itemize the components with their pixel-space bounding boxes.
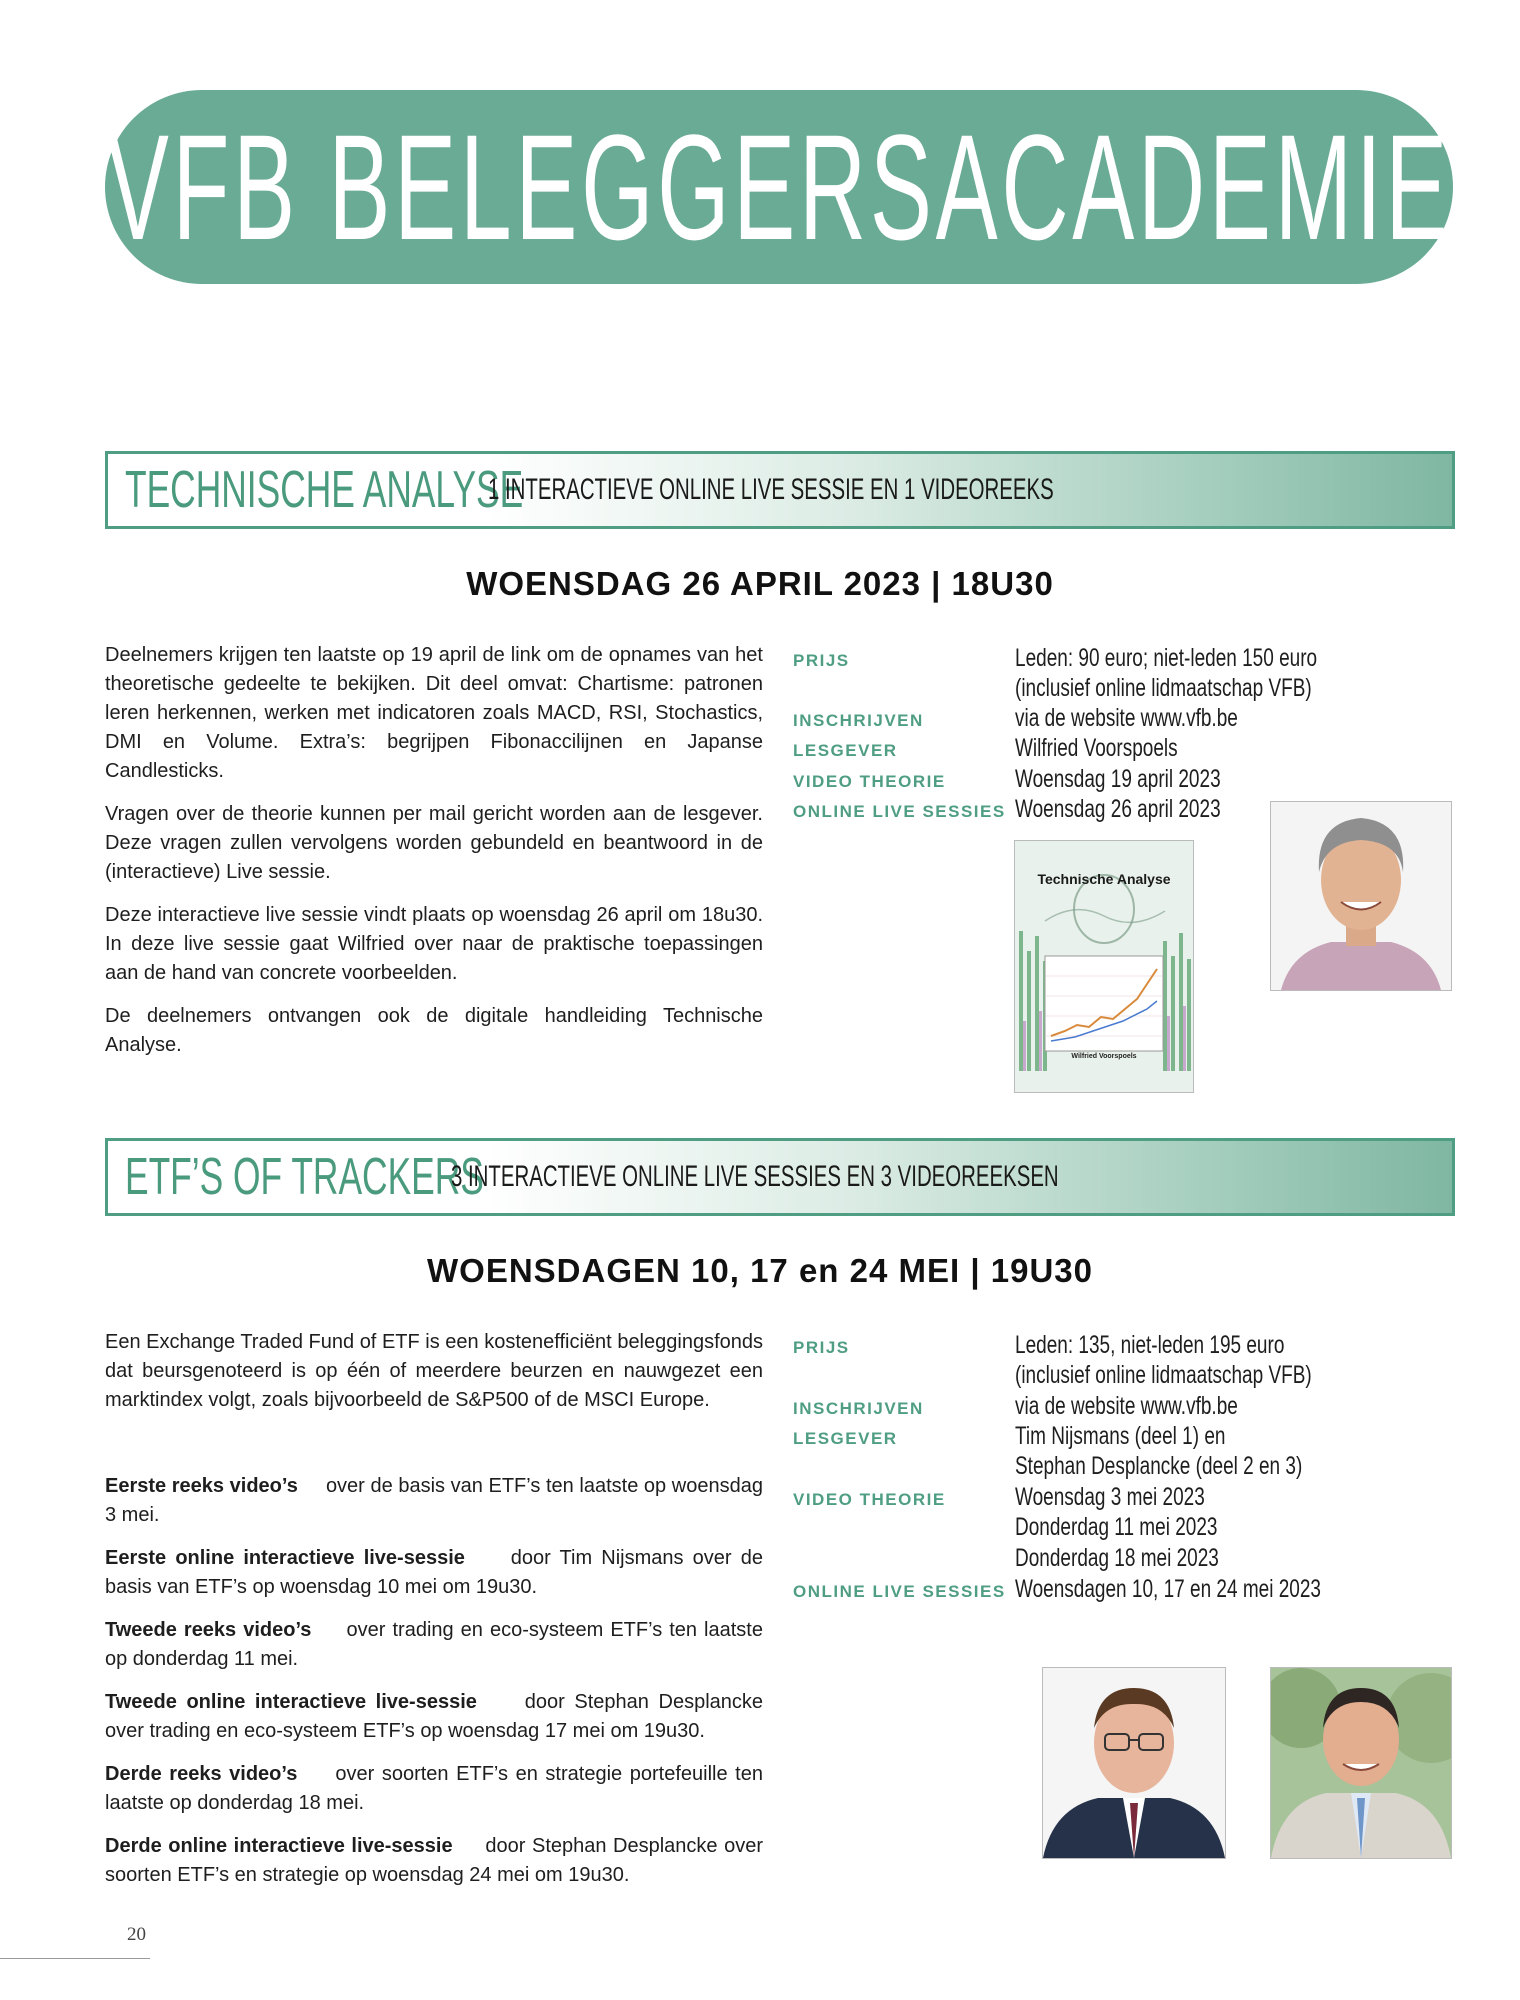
value-prijs-note: (inclusief online lidmaatschap VFB): [1015, 674, 1312, 702]
label-prijs: PRIJS: [793, 1338, 850, 1357]
value-video-theorie-2: Donderdag 11 mei 2023: [1015, 1513, 1218, 1541]
label-inschrijven: INSCHRIJVEN: [793, 1399, 924, 1418]
schedule-item-text: door Stephan Desplancke over trading en eco-systeem ETF’s op woensdag 17 mei om 19u30.: [105, 1691, 764, 1742]
portrait-art: [1271, 802, 1451, 990]
photo-tim-nijsmans: [1042, 1667, 1226, 1859]
label-online-live-sessies: ONLINE LIVE SESSIES: [793, 802, 1006, 821]
schedule-item-text: over trading en eco-systeem ETF’s ten laatste op donderdag 11 mei.: [105, 1619, 763, 1670]
section-header-technische-analyse: [105, 451, 1455, 529]
portrait-art: [1043, 1668, 1225, 1858]
footer-rule: [0, 1958, 150, 1959]
value-lesgever-2: Stephan Desplancke (deel 2 en 3): [1015, 1452, 1303, 1480]
schedule-item: [105, 1688, 763, 1746]
paragraph: De deelnemers ontvangen ook de digitale handleiding Technische Analyse.: [105, 1005, 763, 1056]
section2-intro: Een Exchange Traded Fund of ETF is een kostenefficiënt beleggingsfonds dat beursgenoteerd is op één of meerdere beurzen en nauwgezet een marktindex volgt, zoals bijvoorbeeld de S&P500 of de MSCI Europe.: [105, 1331, 763, 1411]
value-online-live-sessies: Woensdagen 10, 17 en 24 mei 2023: [1015, 1575, 1321, 1603]
label-prijs: PRIJS: [793, 651, 850, 670]
photo-wilfried-voorspoels: [1270, 801, 1452, 991]
value-prijs: Leden: 135, niet-leden 195 euro: [1015, 1331, 1285, 1359]
schedule-item-lead: Tweede online interactieve live-sessie: [105, 1691, 477, 1713]
section-title: ETF’S OF TRACKERS: [125, 1148, 484, 1206]
schedule-item-lead: Eerste reeks video’s: [105, 1475, 298, 1497]
portrait-art: [1271, 1668, 1451, 1858]
section-title: TECHNISCHE ANALYSE: [125, 461, 524, 519]
section-subtitle: 1 INTERACTIEVE ONLINE LIVE SESSIE EN 1 VIDEOREEKS: [488, 473, 1054, 506]
section-header-etfs-of-trackers: [105, 1138, 1455, 1216]
schedule-item-lead: Derde online interactieve live-sessie: [105, 1835, 453, 1857]
schedule-item-text: over soorten ETF’s en strategie portefeuille ten laatste op donderdag 18 mei.: [105, 1763, 763, 1814]
label-online-live-sessies: ONLINE LIVE SESSIES: [793, 1582, 1006, 1601]
value-lesgever: Tim Nijsmans (deel 1) en: [1015, 1422, 1226, 1450]
schedule-item-lead: Eerste online interactieve live-sessie: [105, 1547, 465, 1569]
section-subtitle: 3 INTERACTIEVE ONLINE LIVE SESSIES EN 3 VIDEOREEKSEN: [451, 1160, 1059, 1193]
page-number: 20: [127, 1924, 146, 1945]
value-video-theorie-3: Donderdag 18 mei 2023: [1015, 1544, 1219, 1572]
value-inschrijven: via de website www.vfb.be: [1015, 1392, 1238, 1420]
schedule-item: [105, 1832, 763, 1890]
section2-schedule: [105, 1472, 763, 1904]
paragraph: Deelnemers krijgen ten laatste op 19 april de link om de opnames van het theoretische gedeelte te bekijken. Dit deel omvat: Chartisme: patronen leren herkennen, werken met indicatoren zoals MACD, RSI, Stochastics, DMI en Volume. Extra’s: begrijpen Fibonaccilijnen en Japanse Candlesticks.: [105, 644, 763, 782]
schedule-item-text: door Stephan Desplancke over soorten ETF’s en strategie op woensdag 24 mei om 19u30.: [105, 1835, 764, 1886]
section1-body: [105, 641, 763, 1074]
value-video-theorie: Woensdag 19 april 2023: [1015, 765, 1221, 793]
schedule-item: [105, 1760, 763, 1818]
schedule-item: [105, 1544, 763, 1602]
schedule-item-text: over de basis van ETF’s ten laatste op woensdag 3 mei.: [105, 1475, 763, 1526]
schedule-item-lead: Tweede reeks video’s: [105, 1619, 312, 1641]
title-banner: [105, 90, 1453, 284]
label-lesgever: LESGEVER: [793, 741, 898, 760]
page-title: VFB BELEGGERSACADEMIE: [106, 102, 1452, 271]
session-date: WOENSDAG 26 APRIL 2023 | 18U30: [466, 565, 1054, 602]
paragraph: Deze interactieve live sessie vindt plaats op woensdag 26 april om 18u30. In deze live sessie gaat Wilfried over naar de praktische toepassingen aan de hand van concrete voorbeelden.: [105, 904, 763, 984]
value-lesgever: Wilfried Voorspoels: [1015, 734, 1178, 762]
paragraph: Vragen over de theorie kunnen per mail gericht worden aan de lesgever. Deze vragen zullen vervolgens worden gebundeld en beantwoord in de (interactieve) Live sessie.: [105, 803, 763, 883]
label-lesgever: LESGEVER: [793, 1429, 898, 1448]
value-online-live-sessies: Woensdag 26 april 2023: [1015, 795, 1221, 823]
book-cover-technische-analyse: [1014, 840, 1194, 1093]
value-inschrijven: via de website www.vfb.be: [1015, 704, 1238, 732]
value-prijs-note: (inclusief online lidmaatschap VFB): [1015, 1361, 1312, 1389]
label-inschrijven: INSCHRIJVEN: [793, 711, 924, 730]
schedule-item: [105, 1472, 763, 1530]
value-video-theorie: Woensdag 3 mei 2023: [1015, 1483, 1205, 1511]
schedule-item-lead: Derde reeks video’s: [105, 1763, 298, 1785]
label-video-theorie: VIDEO THEORIE: [793, 772, 946, 791]
book-title: Technische Analyse: [1037, 871, 1171, 887]
label-video-theorie: VIDEO THEORIE: [793, 1490, 946, 1509]
value-prijs: Leden: 90 euro; niet-leden 150 euro: [1015, 644, 1318, 672]
session-dates: WOENSDAGEN 10, 17 en 24 MEI | 19U30: [427, 1252, 1093, 1289]
book-author: Wilfried Voorspoels: [1071, 1053, 1137, 1060]
schedule-item: [105, 1616, 763, 1674]
schedule-item-text: door Tim Nijsmans over de basis van ETF’s op woensdag 10 mei om 19u30.: [105, 1547, 763, 1598]
photo-stephan-desplancke: [1270, 1667, 1452, 1859]
